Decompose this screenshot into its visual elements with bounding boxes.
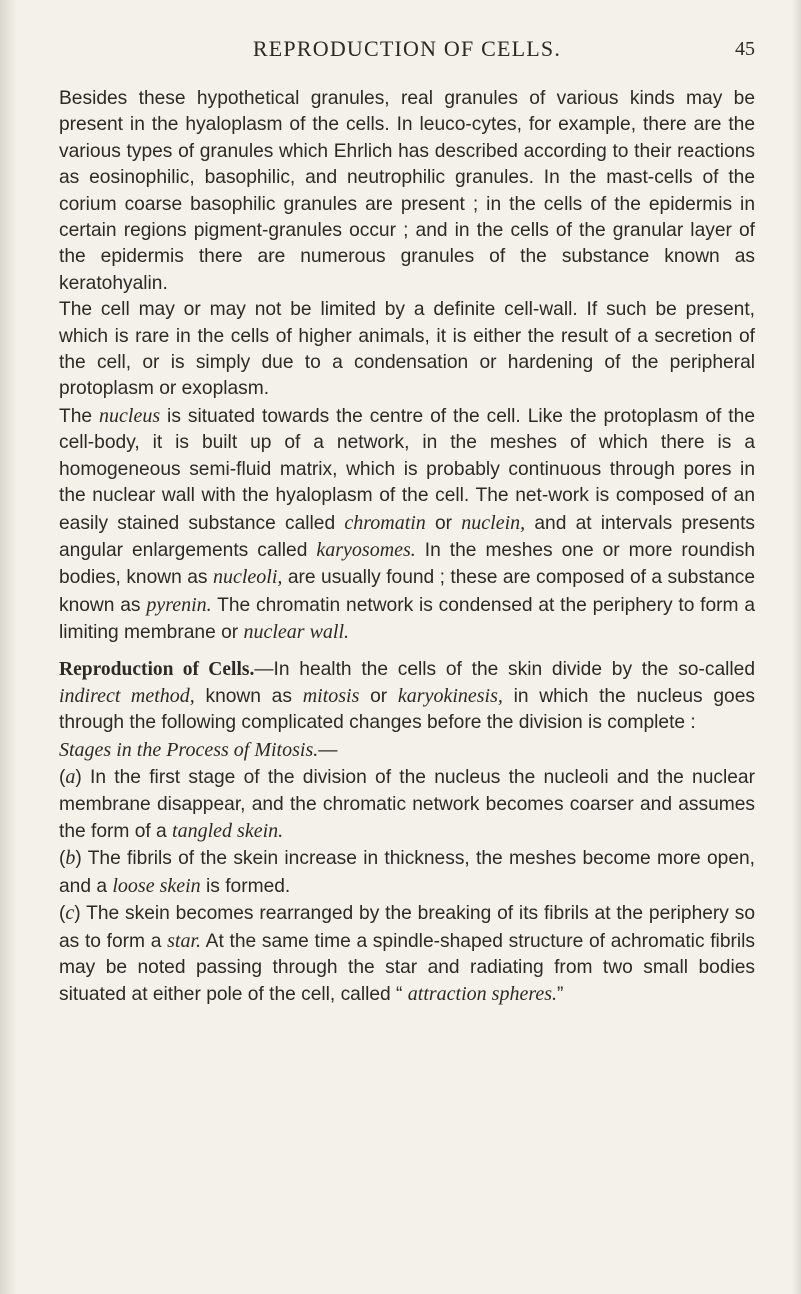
text-run: The cell may or may not be limited by a definite cell-wall. If such be present, which is rare in the cells of higher animals, it is either the result of a secretion of the cell, or is simply due to a condensation or hardening of the peripheral protoplasm or exoplasm. [59,299,755,400]
text-run: is situated towards the centre of the cell. Like the protoplasm of the cell-body, it is built up of a network, in the meshes of which there is a homogeneous semi-fluid matrix, which is probably continuous through pores in the nuclear wall with the hyaloplasm of the cell. The net-work is composed of an easily stained substance called [59,405,755,534]
text-run: Besides these hypothetical granules, real granules of various kinds may be present in the hyaloplasm of the cells. In leuco-cytes, for example, there are the various types of granules which Ehrlich has described according to their reactions as eosinophilic, basophilic, and neutrophilic granules. In the mast-cells of the corium coarse basophilic granules are present ; in the cells of the epidermis in certain regions pigment-granules occur ; and in the cells of the granular layer of the epidermis there are numerous granules of the substance known as keratohyalin. [59,88,755,294]
term-chromatin: chromatin [344,511,426,534]
page-edge-shadow [791,0,801,1294]
text-run: are usually found ; these are composed of a substance known as [59,567,756,616]
page-binding-shadow [0,0,16,1294]
text-run: ) The fibrils of the skein increase in thickness, the meshes become more open, and a [59,848,755,897]
text-run: and at intervals presents angular enlargements called [59,512,755,561]
text-run: In the meshes one or more roundish bodies, known as [59,539,755,589]
body-text [59,86,755,1009]
subheading-stages: Stages in the Process of Mitosis. [59,738,319,761]
text-run: in which the nucleus goes through the following complicated changes before the division is complete : [59,685,755,734]
term-tangled-skein: tangled skein. [172,819,284,842]
section-heading: Reproduction of Cells. [59,658,255,680]
text-run: ” [557,984,564,1006]
paragraph-reproduction [59,657,755,737]
term-attraction-spheres: attraction spheres. [407,983,558,1006]
term-nuclein: nuclein, [461,511,526,534]
text-run: The [59,405,100,427]
paragraph-granules [59,86,755,297]
paragraph-stages-heading [59,737,755,764]
text-run: ( [59,848,66,870]
stage-letter: a [65,766,76,789]
term-karyosomes: karyosomes. [316,538,416,561]
paragraph-cell-wall [59,297,755,403]
text-run: ) In the first stage of the division of the nucleus the nucleoli and the nuclear membrane disappear, and the chromatic network becomes coarser and assumes the form of a [59,767,755,842]
text-run: — [318,739,338,761]
term-star: star. [167,929,202,952]
term-pyrenin: pyrenin. [146,593,212,616]
text-run: ( [59,767,66,789]
term-mitosis: mitosis [302,684,360,707]
paragraph-nucleus [59,403,755,647]
text-run: ) The skein becomes rearranged by the breaking of its fibrils at the periphery so as to form a [59,903,755,952]
term-indirect-method: indirect method, [59,684,195,707]
stage-letter: c [65,902,75,925]
text-run: The chromatin network is condensed at the periphery to form a limiting membrane or [59,594,756,644]
section-gap [59,647,755,657]
text-run: known as [194,685,303,707]
text-run: or [359,685,398,707]
term-karyokinesis: karyokinesis, [397,684,503,707]
text-run: ( [59,903,66,925]
text-run: At the same time a spindle-shaped structure of achromatic fibrils may be noted passing through the star and radiating from two small bodies situated at either pole of the cell, called “ [59,930,756,1006]
page-header [59,36,755,66]
term-loose-skein: loose skein [112,874,201,897]
paragraph-stage-c [59,900,755,1009]
term-nuclear-wall: nuclear wall. [243,621,350,644]
paragraph-stage-a [59,764,755,845]
page-number: 45 [735,38,755,60]
running-title: REPRODUCTION OF CELLS. [252,36,562,61]
term-nucleoli: nucleoli, [212,566,283,589]
text-run: is formed. [200,875,291,897]
paragraph-stage-b [59,845,755,900]
stage-letter: b [65,847,76,870]
text-run: or [425,512,462,534]
text-run: —In health the cells of the skin divide by the so-called [254,658,755,680]
term-nucleus: nucleus [99,404,161,427]
